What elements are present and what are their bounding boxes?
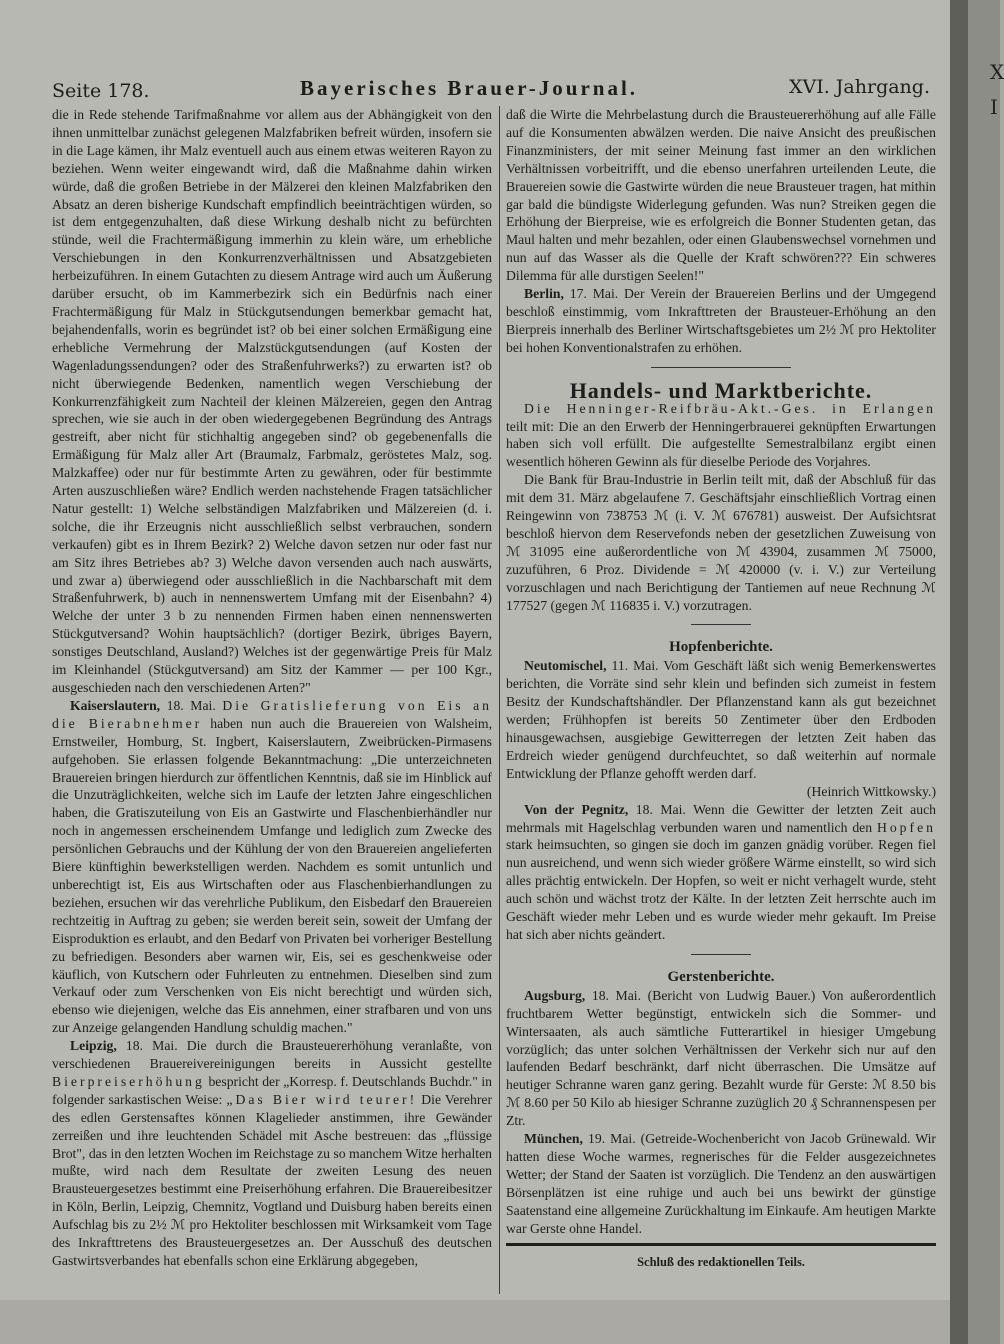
left-column xyxy=(52,106,492,1296)
spaced-emphasis: „Das Bier wird teurer! xyxy=(226,1091,418,1107)
dateline-place: Augsburg, xyxy=(524,987,586,1003)
right-column xyxy=(506,106,936,1296)
henninger-report xyxy=(506,400,936,472)
dateline-date: 19. Mai. xyxy=(588,1131,636,1147)
section-heading-markets: Handels- und Marktberichte. xyxy=(569,377,873,403)
report-text: Der Verein der Brauereien Berlins und der Umgegend beschloß einstimmig, vom Inkrafttreten der Brausteuer-Erhöhung an den Bierpreis innerhalb des Berliner Wirtschaftsgebietes um 2½ ℳ pro Hektoliter bei hohen Konventionalstrafen zu erhöhen. xyxy=(506,286,937,355)
dateline-place: Leipzig, xyxy=(70,1038,117,1054)
dateline-place: Kaiserslautern, xyxy=(70,697,161,713)
section-heading-hops: Hopfenberichte. xyxy=(669,639,773,656)
dateline-date: 18. Mai. xyxy=(591,987,642,1003)
report-text: Die durch die Brausteuererhöhung veranlaßte, von verschiedenen Brauereivereinigungen bereits in Aussicht gestellte xyxy=(52,1038,493,1072)
dateline-date: 18. Mai. xyxy=(166,697,216,713)
report-text: teilt mit: Die an den Erwerb der Henningerbrauerei geknüpften Erwartungen haben sich voll erfüllt. Die aufgestellte Semestralbilanz ergibt einen wesentlich höheren Gewinn als für dieselbe Periode des Vorjahres. xyxy=(506,418,936,470)
report-text: stark heimsuchten, so gingen sie doch im ganzen gnädig vorüber. Regen fiel nun ausreichend, und wenn sich wieder größere Wärme einstellt, so wird sich alles prächtig entwickeln. Der Hopfen, so weit er nicht verhagelt wurde, steht auch schön und wächst trotz der Kälte. In der letzten Zeit herrschte auch im Geschäft wieder mehr Leben und es wurde wieder mehr gekauft. Im Preise hat sich aber nichts geändert. xyxy=(506,837,936,942)
spaced-emphasis: Hopfen xyxy=(876,819,936,835)
bottom-margin xyxy=(0,1300,950,1344)
page-header xyxy=(40,68,930,108)
report-text: (Bericht von Ludwig Bauer.) Von außerordentlich fruchtbarem Wetter begünstigt, entwickeln sich die Sommer- und Wintersaaten, als auch sämtliche Futterartikel in hiesiger Umgebung vorzüglich; das unter solchen Verhältnissen der Verkehr sich nur auf den laufenden Bedarf beschränkt, darf nicht überraschen. Die Umsätze auf heutiger Schranne waren ganz gering. Bezahlt wurde für Gerste: ℳ 8.50 bis ℳ 8.60 per 50 Kilo ab hiesiger Schranne zuzüglich 20 ₰ Schrannenspesen per Ztr. xyxy=(506,987,936,1129)
report-signature: (Heinrich Wittkowsky.) xyxy=(806,783,936,799)
volume-label: XVI. Jahrgang. xyxy=(788,76,930,98)
dateline-place: Neutomischel, xyxy=(524,658,607,674)
spaced-emphasis: Bierpreiserhöhung xyxy=(52,1073,205,1089)
report-text: (Getreide-Wochenbericht von Jacob Grünewald. Wir hatten diese Woche warmes, regnerisches für die Felder ausgezeichnetes Wetter; der Stand der Saaten ist vorzüglich. Die Tendenz an den auswärtigen Börsenplätzen ist eine ruhige und auch bei uns bewirkt der günstige Saatenstand eine allgemeine Zurückhaltung im Einkaufe. Am heutigen Markte war Gerste ohne Handel. xyxy=(506,1131,936,1236)
report-text: Vom Geschäft läßt sich wenig Bemerkenswertes berichten, die Vorräte sind sehr klein und befinden sich zumeist in festem Besitz der Kundschaftshändler. Der Pflanzenstand kann als gut bezeichnet werden; Frühhopfen ist bereits 50 Zentimeter über den Erdboden hinausgewachsen, ausgiebige Gewitterregen der letzten Zeit haben das Erdreich wieder genügend durchfeuchtet, so daß weiterhin auf normale Entwicklung der Pflanze gehofft werden darf. xyxy=(506,658,936,781)
spaced-emphasis: Die Gratislieferung von Eis an die Bierabnehmer xyxy=(52,697,493,731)
section-divider xyxy=(691,624,751,625)
report-text: bespricht der „Korresp. f. Deutschlands Buchdr." in folgender sarkastischen Weise: xyxy=(52,1073,493,1107)
edge-glyph: X xyxy=(990,60,1004,84)
section-divider xyxy=(651,367,791,368)
dateline-place: München, xyxy=(524,1131,583,1147)
journal-title: Bayerisches Brauer-Journal. xyxy=(300,76,639,100)
kaiserslautern-report xyxy=(52,697,492,1037)
leipzig-report xyxy=(52,1037,492,1270)
section-divider xyxy=(691,954,751,955)
section-heading-barley: Gerstenberichte. xyxy=(667,968,775,985)
dateline-place: Von der Pegnitz, xyxy=(524,801,629,817)
report-text: Wenn die Gewitter der letzten Zeit auch mehrmals mit Hagelschlag verbunden waren und namentlich den xyxy=(506,801,936,835)
bank-report: Die Bank für Brau-Industrie in Berlin teilt mit, daß der Abschluß für das mit dem 31. März abgelaufene 7. Geschäftsjahr einschließlich Vortrag einen Reingewinn von 738753 ℳ (i. V. ℳ 676781) ausweist. Der Aufsichtsrat beschloß hiervon dem Reservefonds neben der gesetzlichen Zuweisung von ℳ 31095 eine außerordentliche von ℳ 43904, zusammen ℳ 75000, zuzuführen, 6 Proz. Dividende = ℳ 420000 (v. i. V.) zur Verteilung vorzuschlagen und nach Berichtigung der Tantiemen auf neue Rechnung ℳ 177527 (gegen ℳ 116835 i. V.) vorzutragen. xyxy=(506,472,936,613)
report-text: haben nun auch die Brauereien von Walsheim, Ernstweiler, Homburg, St. Ingbert, Kaiserslautern, Zweibrücken-Pirmasens aufgehoben. Sie erlassen folgende Bekanntmachung: „Die unterzeichneten Brauereien bringen hierdurch zur öffentlichen Kenntnis, daß sie im Hinblick auf die Unzuträglichkeiten, welche sich im Laufe der letzten Jahre eingeschlichen haben, die Gratiszuteilung von Eis an Gastwirte und Flaschenbierhändler nur noch in angemessen erscheinendem Umfange und lediglich zum Zwecke des persönlichen Gebrauchs und der Kühlung der von den Brauereien angelieferten Biere künftighin bewerkstelligen werden. Nachdem es somit untunlich und unberechtigt ist, Eis aus Wirtschaften oder aus Flaschenbierhandlungen zu beziehen, ersuchen wir das verehrliche Publikum, den Eisbedarf den Brauereien rechtzeitig in Auftrag zu geben; sie werden bereit sein, soweit der Umfang der Eisproduktion es erlaubt, and den Bedarf von Privaten bei vorheriger Bestellung zu befriedigen. Besonders aber warnen wir, Eis, sei es geschenkweise oder käuflich, von Kutschern oder Fuhrleuten zu entnehmen. Dieselben sind zum Verkauf oder zum Verschenken von Eis nicht berechtigt und würden sich, ebenso wie diejenigen, welche das Eis annehmen, einer strafbaren und von uns zur Anzeige gelangenden Handlung schuldig machen." xyxy=(52,715,492,1036)
article-continuation: daß die Wirte die Mehrbelastung durch die Brausteuererhöhung auf alle Fälle auf die Konsumenten abwälzen werden. Die naive Ansicht des preußischen Finanzministers, der mit seiner Meinung fast immer an den wirklichen Verhältnissen vorbeitrifft, und die ebenso unerfahren urteilenden Leute, die Brauereien sowie die Gastwirte würden die neue Brausteuer tragen, hat mithin gar bald die bündigste Widerlegung gefunden. Was nun? Streiken gegen die Erhöhung der Bierpreise, wie es erfolgreich die Bonner Studenten getan, das Maul halten und mehr bezahlen, oder einen Glaubenswechsel vornehmen und nun auf das Wasser als die Quelle der Kraft schwören??? Ein schweres Dilemma für alle durstigen Seelen!" xyxy=(506,107,936,284)
dateline-date: 18. Mai. xyxy=(635,801,686,817)
dateline-date: 17. Mai. xyxy=(569,286,619,302)
article-continuation: die in Rede stehende Tarifmaßnahme vor allem aus der Abhängigkeit von den ihnen unmittelbar zunächst gelegenen Malzfabriken befreit würden, insofern sie in die Lage kämen, ihr Malz eventuell auch aus einem etwas weiteren Rayon zu beziehen. Wenn weiter eingewandt wird, daß die Maßnahme dahin wirken würde, daß die großen Betriebe in der Mälzerei den kleinen Malzfabriken den Absatz an deren bisherige Kundschaft empfindlich beeinträchtigen würden, so ist dem entgegenzuhalten, daß diese Wirkung deshalb nicht zu befürchten stünde, weil die Frachtermäßigung immerhin zu klein wäre, um erhebliche Verschiebungen in den Konkurrenzverhältnissen und Absatzgebieten herbeizuführen. In einem Gutachten zu diesem Antrage wird auch um Äußerung darüber ersucht, ob im Kammerbezirk sich ein Bedürfnis nach einer Frachtermäßigung für Malz in Stückgutsendungen bemerkbar gemacht hat, bejahendenfalls, worin es begründet ist? ob bei einer solchen Ermäßigung eine erhebliche Vermehrung der Malzstückgutsendungen (auf Kosten der Wagenladungssendungen? oder des Straßenfuhrwerks?) zu erwarten ist? ob nicht überwiegende Bedenken, namentlich wegen Verschiebung der Konkurrenzfähigkeit zum Nachteil der kleinen Mälzereien, gegen den Antrag sprechen, wie sie auch in der oben wiedergegebenen Begründung des Antrags gestreift, aber nicht für stichhaltig angegeben sind? ob gegebenenfalls die Ermäßigung für Malz aller Art (Braumalz, Farbmalz, geröstetes Malz, sog. Malzkaffee) oder nur für bestimmte Arten zu gewähren, oder für bestimmte Arten auszuschließen wäre? Endlich werden nachstehende Fragen tatsächlicher Natur gestellt: 1) Welche selbständigen Malzfabriken und Mälzereien (d. i. solche, die ihr Erzeugnis nicht ausschließlich selbst verbrauchen, sondern verkaufen) gibt es in Ihrem Bezirk? 2) Welche davon setzen nur oder fast nur am Sitz ihres Betriebes ab? 3) Welche davon versenden auch nach auswärts, und zwar a) überwiegend oder ausschließlich in die Nachbarschaft mit dem Straßenfuhrwerk, b) auch in nennenswertem Umfang mit der Eisenbahn? 4) Welche der unter 3 b zu nennenden Firmen haben einen nennenswerten Stückgutversand? Wohin hauptsächlich? (dortiger Bezirk, übriges Bayern, sonstiges Deutschland, Ausland?) Welches ist der gegenwärtige Preis für Malz im Kleinhandel (Stückgutversand) am Sitz der Kammer — per 100 Kgr., ausgeschieden nach den verschiedenen Arten?" xyxy=(52,107,492,695)
dateline-date: 11. Mai. xyxy=(611,658,659,674)
editorial-end-note: Schluß des redaktionellen Teils. xyxy=(637,1255,805,1270)
dateline-place: Berlin, xyxy=(524,286,564,302)
dateline-date: 18. Mai. xyxy=(125,1038,178,1054)
page-number: Seite 178. xyxy=(52,80,150,102)
neutomischel-report xyxy=(506,657,936,782)
edge-glyph: I xyxy=(990,95,998,119)
spaced-emphasis: Die Henninger-Reifbräu-Akt.-Ges. in Erlangen xyxy=(524,400,936,416)
berlin-report xyxy=(506,285,936,357)
page-edge-shadow xyxy=(968,0,1000,1344)
report-text: Die Verehrer des edlen Gerstensaftes können Klagelieder anstimmen, ihre Gewänder zerreißen und ihre leuchtenden Schädel mit Asche bestreuen: das „flüssige Brot", das in den letzten Wochen im Reichstage zu so manchem Witze herhalten mußte, wird nach dem Resultate der zweiten Lesung des neuen Brausteuergesetzes bestimmt eine Preiserhöhung erfahren. Die Brauereibesitzer in Köln, Berlin, Leipzig, Chemnitz, Vogtland und Duisburg haben bereits einen Aufschlag bis zu 2½ ℳ pro Hektoliter beschlossen mit Wirksamkeit vom Tage des Inkrafttretens des Brausteuergesetzes an. Der Ausschuß des deutschen Gastwirtsverbandes hat ebenfalls schon eine Erklärung abgegeben, xyxy=(52,1091,493,1268)
augsburg-report xyxy=(506,987,936,1130)
pegnitz-report xyxy=(506,801,936,944)
adjacent-page-edge xyxy=(950,0,1004,1344)
munich-report xyxy=(506,1130,936,1237)
editorial-end-rule xyxy=(506,1243,936,1246)
column-divider xyxy=(499,106,500,1294)
